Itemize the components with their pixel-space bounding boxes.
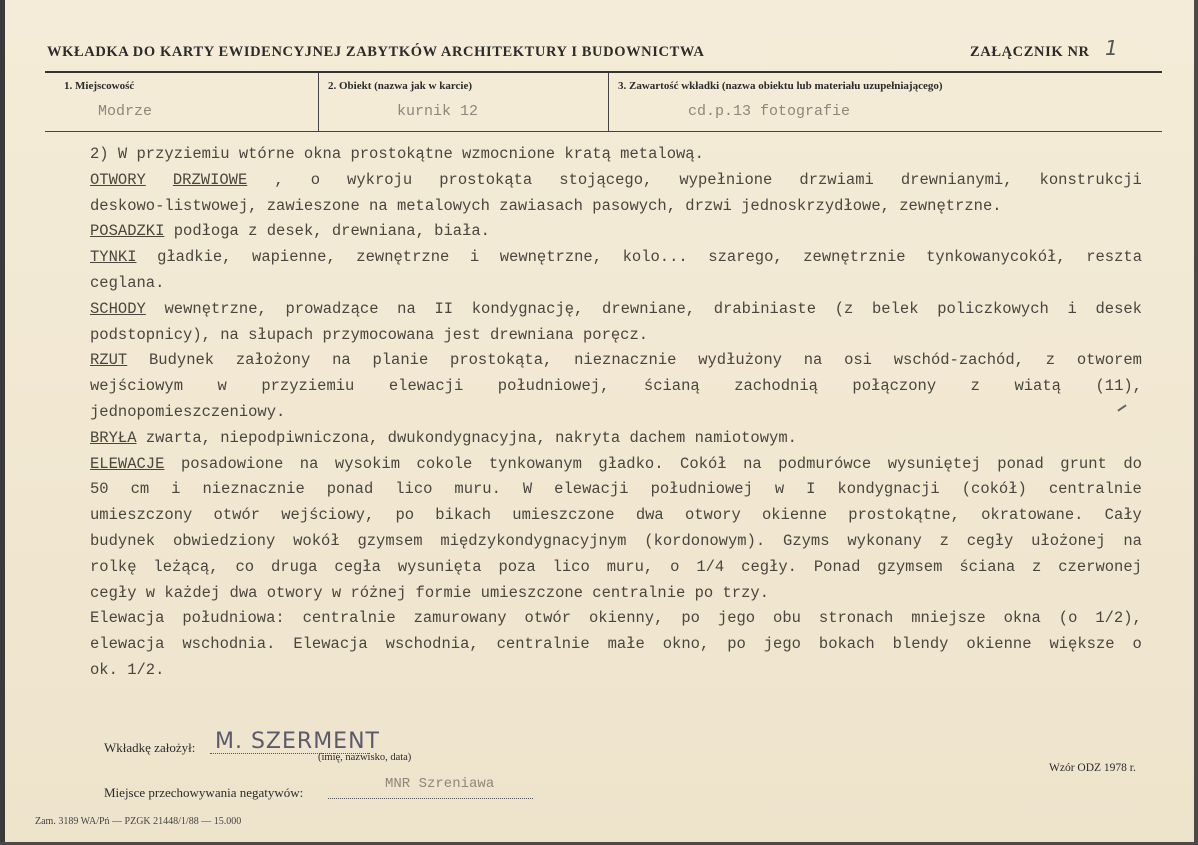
body-word: okienny, (588, 609, 664, 628)
body-word: W (522, 480, 533, 499)
body-word: centralnie (1048, 480, 1142, 499)
body-line (90, 555, 1142, 581)
body-word: elewacji (554, 480, 629, 499)
body-word: z (1045, 351, 1056, 370)
field-divider (608, 73, 609, 131)
template-note: Wzór ODZ 1978 r. (1049, 762, 1136, 774)
body-word: szarego, (708, 248, 783, 267)
body-word: na (332, 351, 351, 370)
body-word: elewacja (90, 635, 165, 654)
body-word: wapienne, (252, 248, 336, 267)
body-word: belek (872, 299, 919, 318)
body-word: drzwiami (799, 170, 874, 189)
body-word: wejściowym (90, 377, 184, 396)
body-word: leżącą, (153, 557, 219, 576)
form-title: WKŁADKA DO KARTY EWIDENCYJNEJ ZABYTKÓW ARCHITEKTURY I BUDOWNICTWA (47, 44, 705, 60)
field-value-contents: cd.p.13 fotografie (688, 103, 851, 120)
body-word: wewnętrzne, (164, 299, 267, 318)
body-word: druga (270, 557, 318, 576)
body-word: Gzyms (783, 531, 830, 550)
body-word: blendy (892, 635, 949, 654)
body-word: z (1032, 557, 1042, 576)
body-word: rolkę (90, 557, 137, 576)
body-line (90, 477, 1142, 503)
body-line (90, 426, 1145, 452)
body-word: muru. (454, 480, 501, 499)
body-word: w (217, 377, 227, 396)
body-word: drabiniaste (713, 299, 817, 318)
body-word: II (434, 299, 454, 318)
body-segment: podłoga z desek, drewniana, biała. (164, 222, 490, 241)
body-word: grunt (1060, 454, 1107, 473)
body-word: wykonany (847, 531, 922, 550)
body-word: po (681, 609, 700, 628)
storage-value: MNR Szreniawa (385, 776, 495, 792)
body-word: na (1123, 531, 1142, 550)
header-rule (45, 71, 1162, 73)
body-word: otworem (1076, 351, 1142, 370)
attachment-number: 1 (1105, 36, 1118, 60)
body-word: Ponad (813, 557, 861, 576)
body-word: zamurowany (413, 609, 507, 628)
body-word: muru, (606, 557, 654, 576)
body-word: przyziemiu (261, 377, 355, 396)
body-word: Elewacja (90, 609, 165, 628)
body-word: tynkowanycokół, (926, 248, 1066, 267)
body-line (90, 658, 1145, 684)
body-word: drewniane, (602, 299, 696, 318)
field-divider (318, 73, 319, 131)
body-word: gzymsem (357, 531, 423, 550)
body-word: Cały (1104, 506, 1142, 525)
body-word: Elewacja (293, 635, 368, 654)
storage-dotted-line (328, 797, 533, 799)
body-word: wewnętrzne, (499, 248, 603, 267)
body-word: otwór (524, 609, 572, 628)
body-word: wysuniętej (887, 454, 981, 473)
body-word: (cokół) (961, 480, 1027, 499)
fields-rule (45, 131, 1162, 132)
body-word: kondygnację, (471, 299, 584, 318)
body-word: reszta (1086, 248, 1142, 267)
body-word: w (774, 480, 785, 499)
body-word: , (274, 170, 284, 189)
body-word: prostokąta (439, 170, 533, 189)
body-word: i (171, 480, 181, 499)
founder-signature: M. SZERMENT (215, 729, 380, 754)
body-word: co (235, 557, 255, 576)
body-word: z (970, 377, 980, 396)
body-word: wschodnia, (385, 635, 479, 654)
body-word: okienne (761, 506, 828, 525)
body-word: umieszczone (512, 506, 615, 525)
body-word: lico (552, 557, 590, 576)
body-word: centralnie (302, 609, 396, 628)
body-word: otwór (213, 506, 261, 525)
body-line (90, 632, 1142, 658)
body-word: (z (834, 299, 854, 318)
body-word: zewnętrzne (356, 248, 450, 267)
body-word: osi (844, 351, 872, 370)
body-word: małe (607, 635, 645, 654)
description-body (90, 142, 1145, 684)
section-heading: OTWORY (90, 170, 146, 189)
body-line (90, 219, 1145, 245)
body-word: prowadzące (285, 299, 379, 318)
body-segment: deskowo-listwowej, zawieszone na metalowych zawiasach pasowych, drzwi jednoskrzydłowe, zewnętrzne. (90, 196, 1002, 215)
body-line (90, 348, 1142, 374)
body-word: cegły. (741, 557, 797, 576)
body-word: południowej (650, 480, 753, 499)
body-word: ułożonej (1031, 531, 1106, 550)
print-info: Zam. 3189 WA/Pń — PZGK 21448/1/88 — 15.000 (35, 816, 242, 827)
body-word: na (743, 454, 762, 473)
body-word: zachodnią (734, 377, 818, 396)
section-heading: RZUT (90, 351, 128, 370)
body-line (90, 297, 1142, 323)
body-word: o (310, 170, 320, 189)
body-word: bokach (818, 635, 875, 654)
body-word: drewnianymi, (900, 170, 1013, 189)
body-word: okienne (966, 635, 1032, 654)
body-word: prostokątne, (848, 506, 960, 525)
body-word: wschód-zachód, (893, 351, 1024, 370)
body-word: Cokół (680, 454, 727, 473)
body-word: 50 (90, 480, 109, 499)
body-word: podmurówce (778, 454, 872, 473)
body-word: międzykondygnacyjnym (440, 531, 627, 550)
body-word: gładko. (598, 454, 664, 473)
body-word: czerwonej (1058, 557, 1142, 576)
body-word: prostokąta, (450, 351, 553, 370)
body-word: gładkie, (157, 248, 232, 267)
field-label-object: 2. Obiekt (nazwa jak w karcie) (328, 80, 473, 92)
body-word: konstrukcji (1039, 170, 1142, 189)
body-word: wykroju (347, 170, 413, 189)
body-word: jego (717, 609, 756, 628)
body-segment: zwarta, niepodpiwniczona, dwukondygnacyjna, nakryta dachem namiotowym. (136, 428, 797, 447)
body-segment: jednopomieszczeniowy. (90, 402, 286, 421)
body-word: (o (1058, 609, 1078, 628)
body-word: po (727, 635, 746, 654)
body-word: większe (1049, 635, 1115, 654)
body-word: południowej, (497, 377, 610, 396)
body-word: okno, (662, 635, 710, 654)
body-word: (kordonowym). (644, 531, 766, 550)
body-word: I (806, 480, 816, 499)
body-word: połączony (852, 377, 937, 396)
body-line (90, 168, 1142, 194)
section-heading: TYNKI (90, 248, 137, 267)
body-word: posadowione (180, 454, 284, 473)
body-word: o (1132, 635, 1142, 654)
body-word: cokole (416, 454, 473, 473)
body-word: zewnętrznie (803, 248, 906, 267)
body-word: wysokim (334, 454, 401, 473)
body-line (90, 400, 1145, 426)
section-heading: SCHODY (90, 299, 146, 318)
body-word: i (1067, 299, 1077, 318)
body-word: i (469, 248, 480, 267)
body-word: umieszczony (90, 506, 193, 525)
body-word: ponad (997, 454, 1044, 473)
body-line (90, 271, 1145, 297)
body-word: o (670, 557, 680, 576)
body-word: 1/4 (696, 557, 725, 576)
body-word: budynek (90, 531, 156, 550)
section-heading: BRYŁA (90, 428, 137, 447)
body-word: mniejsze (911, 609, 986, 628)
body-word: do (1123, 454, 1142, 473)
body-word: stronach (818, 609, 894, 628)
body-word: poza (498, 557, 536, 576)
body-word: na (803, 351, 823, 370)
body-segment: ok. 1/2. (90, 660, 165, 679)
body-word: kondygnacji (837, 480, 940, 499)
field-value-place: Modrze (98, 103, 153, 120)
body-word: bikach (435, 506, 492, 525)
founder-label: Wkładkę założył: (104, 740, 196, 755)
body-segment: 2) W przyziemiu wtórne okna prostokątne wzmocnione kratą metalową. (90, 145, 704, 163)
body-word: cm (130, 480, 150, 499)
body-line (90, 374, 1142, 400)
body-word: wschodnia. (182, 635, 276, 654)
body-word: wejściowy, (281, 506, 375, 525)
body-word: południowa: (182, 609, 285, 628)
body-word: wiatą (1014, 377, 1061, 396)
body-word: lico (395, 480, 433, 499)
body-segment: cegły w każdej dwa otwory w różnej formie umieszczone centralnie po trzy. (90, 583, 770, 602)
body-word: okratowane. (981, 506, 1084, 525)
body-segment: podstopnicy), na słupach przymocowana jest drewniana poręcz. (90, 325, 649, 344)
body-word: desek (1095, 299, 1142, 318)
body-segment: ceglana. (90, 273, 165, 292)
body-word: stojącego, (559, 170, 653, 189)
body-word: (11), (1095, 377, 1142, 396)
body-line (90, 529, 1142, 555)
section-heading: DRZWIOWE (172, 170, 248, 189)
body-line (90, 245, 1142, 271)
attachment-label: ZAŁĄCZNIK NR (970, 44, 1090, 60)
body-line (90, 503, 1142, 529)
body-line (90, 606, 1142, 632)
body-word: 1/2), (1095, 609, 1142, 628)
body-word: okna (1003, 609, 1041, 628)
field-value-object: kurnik 12 (397, 103, 479, 120)
body-word: ścianą (643, 377, 700, 396)
body-word: ściana (959, 557, 1016, 576)
body-word: z (939, 531, 949, 550)
section-heading: ELEWACJE (90, 454, 165, 473)
founder-caption: (imię, nazwisko, data) (318, 752, 412, 763)
body-word: na (397, 299, 416, 318)
body-word: gzymsem (877, 557, 943, 576)
body-line (90, 581, 1145, 607)
body-word: obwiedziony (172, 531, 276, 550)
body-word: po (395, 506, 415, 525)
body-word: cegły (966, 531, 1014, 550)
body-word: wypełnione (679, 170, 773, 189)
body-word: nieznacznie (574, 351, 677, 370)
body-line (90, 323, 1145, 349)
body-word: Budynek (148, 351, 215, 370)
body-word: elewacji (388, 377, 464, 396)
body-word: wysunięta (397, 557, 482, 576)
body-word: policzkowych (937, 299, 1049, 318)
storage-label: Miejsce przechowywania negatywów: (104, 785, 304, 800)
field-label-contents: 3. Zawartość wkładki (nazwa obiektu lub materiału uzupełniającego) (618, 80, 943, 92)
body-word: ponad (326, 480, 374, 499)
body-line (90, 142, 1145, 168)
field-label-place: 1. Miejscowość (64, 80, 135, 92)
scan-edge-right (1194, 0, 1198, 845)
body-word: planie (372, 351, 429, 370)
body-word: jego (763, 635, 801, 654)
body-word: otwory (684, 506, 741, 525)
body-word: wokół (293, 531, 340, 550)
body-line (90, 452, 1142, 478)
body-word: obu (773, 609, 801, 628)
body-word: dwa (635, 506, 664, 525)
body-word: tynkowanym (488, 454, 582, 473)
body-word: założony (235, 351, 311, 370)
body-word: na (299, 454, 319, 473)
body-word: nieznacznie (202, 480, 305, 499)
body-line (90, 194, 1145, 220)
body-word: wydłużony (698, 351, 782, 370)
scan-edge-left (0, 0, 5, 845)
body-word: kolo... (622, 248, 688, 267)
body-word: cegła (334, 557, 381, 576)
section-heading: POSADZKI (90, 222, 165, 241)
body-word: centralnie (496, 635, 590, 654)
